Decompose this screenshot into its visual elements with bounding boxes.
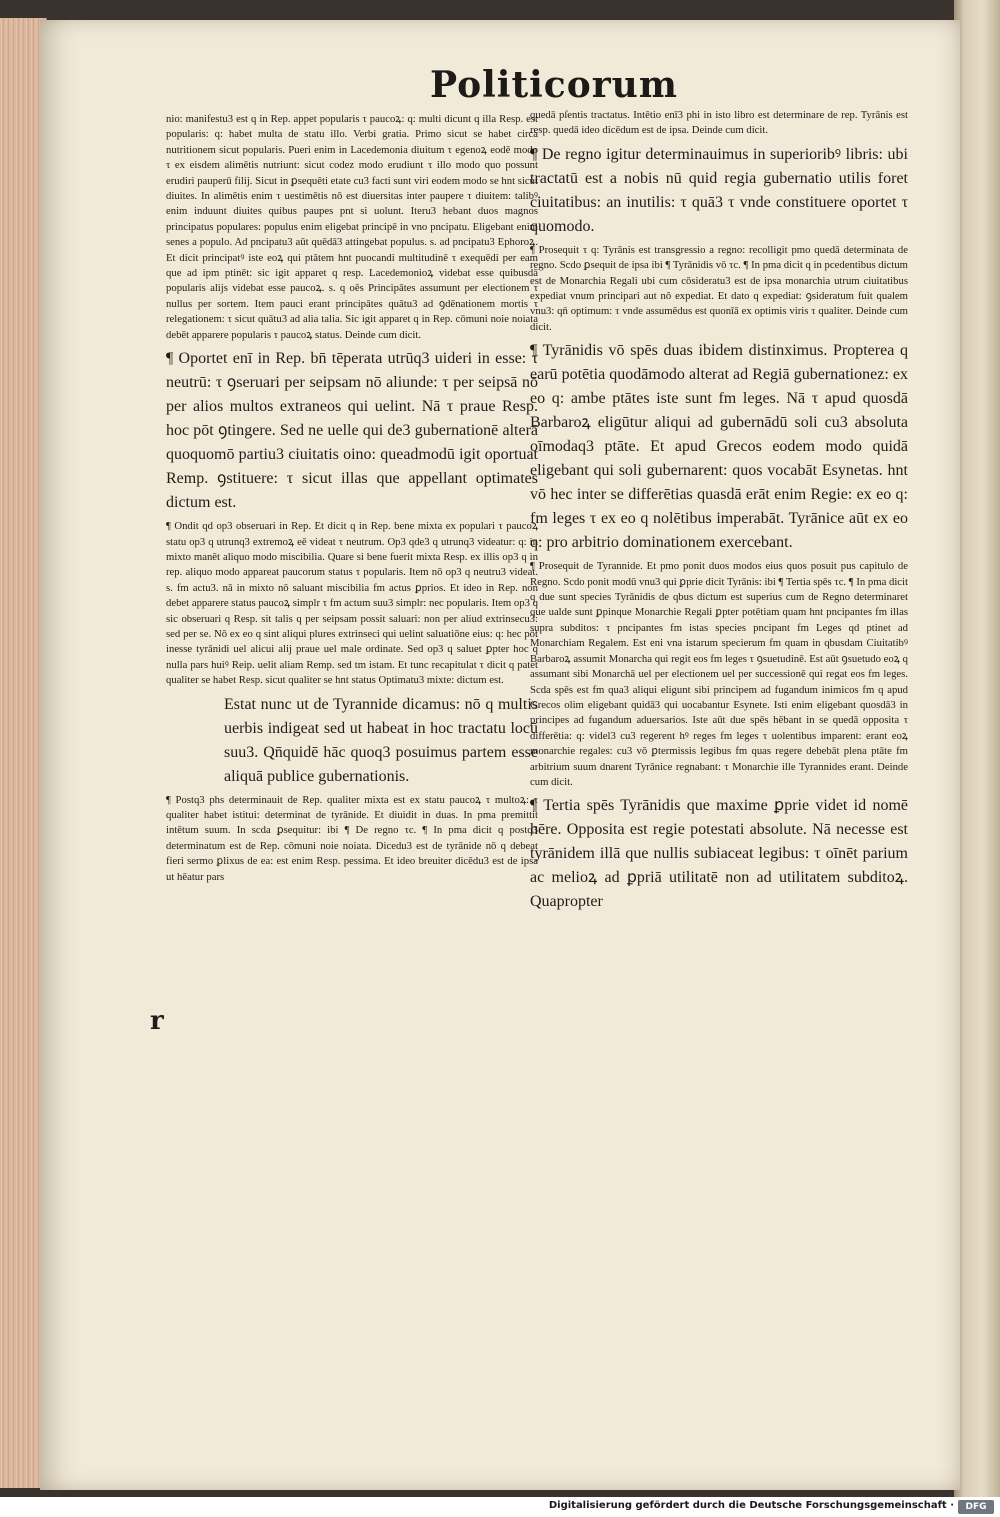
commentary-paragraph: nio: manifestu3 est q in Rep. appet popularis τ paucoꝝ: q: multi dicunt q illa Resp. est popularis: q: habet multa de statu illo. Verbi gratia. Primo sicut se habet circa nutritionem sicut popularis. Pueri enim in Lacedemonia diuitum τ egenoꝝ eodē modo τ ex eisdem alimētis nutriunt: sicut codez modo erudiunt τ illo modo quo possunt erudiri pauperū filij. Sicut in ꝑsequēti etate cu3 facti sunt viri eodem modo se hnt sicut diuites. In alimētis enim τ uestimētis nō est diuersitas inter paupere τ diuitem: talibꝰ enim induunt diuites quibus paupes pnt si uolunt. Iteru3 hebant duos magnos principatus populares: populus enim eligebat principē in vno pncipatu. Eligebant enim senes a populo. Ad pncipatu3 aūt quēdā3 attingebat populus. s. ad pncipatu3 Ephoroꝝ. Et dicit principatꝰ iste eoꝝ qui ptātem hnt puocandi multitudinē τ exequēdi per eam que ad ipm ptinēt: sic igit apparet q resp. Lacedemonioꝝ videbat esse quibusdā popularis alijs videbat esse paucoꝝ. s. q oēs Principātes assumunt per electionem τ nullus per sortem. Item pauci erant principātes quātu3 ad ꝯdēnationem mortis τ relegationem: τ sicut quātu3 ad alia talia. Sic igit apparet q in Rep. cōmuni noie noiata debēt apparere popularis τ paucoꝝ status. Deinde cum dicit. — [166, 113, 538, 341]
dfg-logo-icon: DFG — [958, 1500, 994, 1514]
footer-bar — [0, 1497, 1000, 1517]
main-text-paragraph: ¶ De regno igitur determinauimus in superioribꝰ libris: ubi tractatū est a nobis nū quid regia gubernatio utilis foret ciuitatibus: an inutilis: τ quā3 τ vnde constituere oportet τ quomodo. — [530, 145, 908, 235]
digitization-credit: Digitalisierung gefördert durch die Deutsche Forschungsgemeinschaft · — [548, 1500, 954, 1511]
text-column-left — [166, 112, 538, 1252]
running-header: Politicorum — [430, 64, 678, 106]
text-column-right — [530, 108, 908, 1218]
commentary-paragraph: ¶ Postq3 phs determinauit de Rep. qualiter mixta est ex statu paucoꝝ τ multoꝝ: τ qualiter habet istitui: determinat de tyrānide. Et diuidit in duas. In pma premittit intētum suum. In scda ꝑsequitur: ibi ¶ De regno τc. ¶ In pma dicit q postq3 determinatum est de Rep. cōmuni noie noiata. Dicedu3 est de tyrānide nō q debeat fieri sermo ꝑlixus de ea: est enim Resp. pessima. Et ideo breuiter dicēdu3 est de ipsa ut hēatur pars — [166, 793, 538, 883]
commentary-paragraph: ¶ Prosequit de Tyrannide. Et pmo ponit duos modos eius quos posuit pus capitulo de Regno. Scdo ponit modū vnu3 qui ꝑprie dicit Tyrānis: ibi ¶ Tertia spēs τc. ¶ In pma dicit q due sunt species Tyrānidis de qbus dictum est superius cum de Regno determinaret que ualde sunt ꝑpinque Monarchie Regali ꝑpter potētiam quam hnt pncipantes fm illas supra subditos: τ pncipantes fm istas species pncipant fm Leges qd ptinet ad Monarchiam Regalem. Est eni vna istarum specierum fm quam in qbusdam Ciuitatibꝰ Barbaroꝝ assumit Monarcha qui regit eos fm leges τ ꝯsuetudinē. Est aūt ꝯsuetudo eoꝝ q assumant sibi Monarchā uel per electionem uel per successionē qui regat eos fm leges. Scda spēs est fm qua3 aliqui eligunt sibi principem ad fugandum inimicos fm q apud Grecos olim eligebant quidā3 qui uocabantur Esynete. Isti enim eligebant quosdā3 in principes ad fugandum aduersarios. Iste aūt due spēs hēbant in se quedā opposita τ differētia: q: videl3 cu3 regerent hꝰ reges fm leges τ uolentibus imparent: erant eoꝝ monarchie regales: cu3 vō ꝑtermissis legibus fm quas regere debebāt plena ptāte fm arbitrium suum dnarent Tyrānice regnabant: τ Monarchie ille Tyrannides erant. Deinde cum dicit. — [530, 560, 908, 788]
main-text-paragraph: ¶ Oportet enī in Rep. bn̄ tēperata utrūq3 uideri in esse: τ neutrū: τ ꝯseruari per seipsam nō aliunde: τ per seipsā nō per alios multos extraneos qui uelint. Nā τ praue Resp. hoc pōt ꝯtingere. Sed ne uelle qui de3 gubernationē alterā quoquomō partiu3 ciuitatis oino: queadmodū igit oportuat Remp. ꝯstituere: τ sicut illas que appellant optimates dictum est. — [166, 350, 538, 512]
main-text-paragraph: Estat nunc ut de Tyrannide dicamus: nō q multis uerbis indigeat sed ut habeat in hoc tractatu locū suu3. Qn̄quidē hāc quoq3 posuimus partem esse aliquā publice gubernationis. — [224, 695, 538, 785]
commentary-paragraph: quedā pſentis tractatus. Intētio enī3 phi in isto libro est determinare de rep. Tyrānis est resp. quedā ideo dicēdum est de ipsa. Deinde cum dicit. — [530, 109, 908, 137]
commentary-paragraph: ¶ Ondit qd op3 obseruari in Rep. Et dicit q in Rep. bene mixta ex populari τ paucoꝝ statu op3 q utrunq3 extremoꝝ eē videat τ neutrum. Op3 qde3 q utrunq3 videatur: q: in mixto manēt aliquo modo miscibilia. Quare si bene fuerit mixta Resp. ex illis op3 q in rep. aliquo modo appareat paucorum status τ popularis. Item nō op3 q neutru3 videat. s. fm actu3. nā in mixto nō saluant miscibilia fm actus ꝑprios. Et ideo in Rep. non debet apparere status paucoꝝ simplr τ fm actum suu3 simplr: nec popularis. Item op3 q sic obseruari q Resp. sit talis q per seipsam possit saluari: non per aliud extrinsecu3: sed per se. Nō ex eo q sint aliqui plures extrinseci qui uelint saluatiōne eius: q: hec pōt inesse tyrānidi uel alicui alij praue uel male ordinate. Sed op3 q saluet ꝑpter hoc q nulla pars huiꝰ Reip. uelit aliam Remp. sed tm istam. Et tunc recapitulat τ dicit q patet qualiter se habet Resp. sicut qualiter se hnt status Optimatu3 mixte: dictum est. — [166, 520, 538, 687]
main-text-paragraph: ¶ Tyrānidis vō spēs duas ibidem distinximus. Propterea q earū potētia quodāmodo alterat ad Regiā gubernationez: ex eo q: ambe ptātes iste sunt fm leges. Nā τ apud quosdā Barbaroꝝ eligūtur aliqui ad gubernādū soli cu3 absoluta oīmodaq3 ptāte. Et apud Grecos eodem modo quidā eligebant qui soli gubernarent: quos vocabāt Esynetas. hnt vō hec inter se differētias quasdā erāt enim Regie: ex eo q: fm leges τ ex eo q nolētibus imperabāt. Tyrānice aūt ex eo q: pro arbitrio dominationem exercebant. — [530, 342, 908, 552]
main-text-paragraph: ¶ Tertia spēs Tyrānidis que maxime ꝑprie videt id nomē hēre. Opposita est regie potestati absolute. Nā necesse est tyrānidem illā que nullis subiaceat legibus: τ oīnēt parium ac melioꝝ ad ꝑpriā utilitatē non ad utilitatem subditoꝝ. Quapropter — [530, 797, 908, 911]
page-edges-right — [954, 0, 1000, 1497]
commentary-paragraph: ¶ Prosequit τ q: Tyrānis est transgressio a regno: recolligit pmo quedā determinata de regno. Scdo ꝑsequit de ipsa ibi ¶ Tyrānidis vō τc. ¶ In pma dicit q in pcedentibus dictum est de Monarchia Regali ubi cum cōsideratu3 est de ipsa monarchia utrum ciuitatibus expediat vnum principari aut nō expediat. Et dato q expediat: ꝯsideratum fuit qualem vnu3: qn̄ optimum: τ vnde assumēdus est quonīā ex optimis viris τ qualiter. Deinde cum dicit. — [530, 243, 908, 333]
initial-letter-guide: r — [150, 1006, 164, 1036]
